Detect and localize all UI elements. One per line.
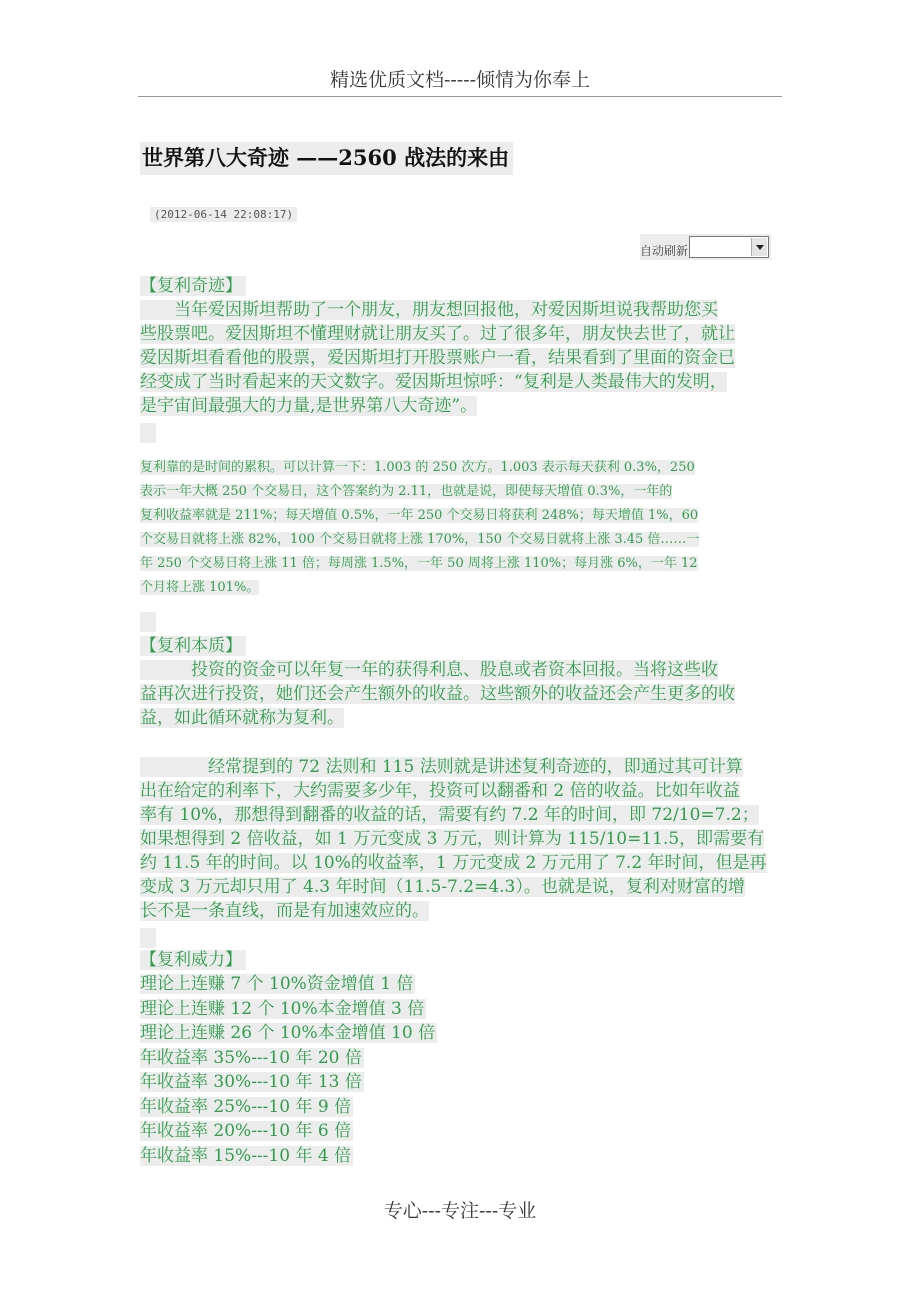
list-item: 理论上连赚 7 个 10%资金增值 1 倍 [140, 974, 414, 994]
text-line: 率有 10%，那想得到翻番的收益的话，需要有约 7.2 年的时间，即 72/10=7.2； [140, 805, 759, 825]
text-line: 个月将上涨 101%。 [140, 580, 260, 595]
section-heading: 【复利奇迹】 [140, 274, 785, 298]
text-line: 表示一年大概 250 个交易日，这个答案约为 2.11，也就是说，即使每天增值 0.3%，一年的 [140, 484, 673, 499]
paragraph [140, 755, 785, 923]
list-item: 年收益率 20%---10 年 6 倍 [140, 1121, 352, 1141]
text-line: 约 11.5 年的时间。以 10%的收益率，1 万元变成 2 万元用了 7.2 年时间，但是再 [140, 853, 767, 873]
empty-line-box [140, 928, 156, 948]
empty-line-box [140, 423, 156, 443]
section-heading: 【复利威力】 [140, 948, 785, 972]
list-item: 理论上连赚 26 个 10%本金增值 10 倍 [140, 1023, 436, 1043]
text-line: 复利靠的是时间的累积。可以计算一下：1.003 的 250 次方。1.003 表示每天获利 0.3%，250 [140, 460, 695, 475]
list-item: 理论上连赚 12 个 10%本金增值 3 倍 [140, 998, 425, 1019]
text-line: 如果想得到 2 倍收益，如 1 万元变成 3 万元，则计算为 115/10=11.5，即需要有 [140, 829, 765, 849]
auto-refresh-control [640, 234, 771, 260]
section-compound-power [140, 948, 785, 1168]
section-compound-essence [140, 634, 785, 730]
list-item: 年收益率 15%---10 年 4 倍 [140, 1145, 352, 1166]
chevron-down-icon[interactable] [751, 238, 767, 256]
text-line: 益再次进行投资，她们还会产生额外的收益。这些额外的收益还会产生更多的收 [140, 684, 735, 704]
section-heading: 【复利本质】 [140, 634, 785, 658]
text-line: 年 250 个交易日将上涨 11 倍；每周涨 1.5%，一年 50 周将上涨 110%；每月涨 6%，一年 12 [140, 556, 698, 571]
text-line: 经常提到的 72 法则和 115 法则就是讲述复利奇迹的，即通过其可计算 [140, 757, 743, 777]
paragraph [140, 658, 785, 730]
text-line: 出在给定的利率下，大约需要多少年，投资可以翻番和 2 倍的收益。比如年收益 [140, 781, 740, 801]
text-line: 复利收益率就是 211%；每天增值 0.5%，一年 250 个交易日将获利 248%；每天增值 1%，60 [140, 508, 699, 523]
article-title: 世界第八大奇迹 ——2560 战法的来由 [140, 142, 513, 175]
text-line: 益，如此循环就称为复利。 [140, 708, 344, 728]
section-time-accumulation [140, 456, 785, 600]
empty-line-box [140, 612, 156, 632]
text-line: 是宇宙间最强大的力量,是世界第八大奇迹”。 [140, 396, 478, 416]
list-item: 年收益率 35%---10 年 20 倍 [140, 1047, 362, 1068]
text-line: 当年爱因斯坦帮助了一个朋友，朋友想回报他，对爱因斯坦说我帮助您买 [140, 300, 718, 320]
paragraph [140, 298, 785, 418]
page-footer: 专心---专注---专业 [383, 1200, 537, 1222]
page-header: 精选优质文档-----倾情为你奉上 [138, 64, 782, 97]
list-item: 年收益率 30%---10 年 13 倍 [140, 1072, 362, 1092]
section-72-115-rule [140, 755, 785, 923]
paragraph [140, 456, 785, 600]
list-item: 年收益率 25%---10 年 9 倍 [140, 1096, 352, 1117]
section-compound-miracle [140, 274, 785, 418]
text-line: 些股票吧。爱因斯坦不懂理财就让朋友买了。过了很多年，朋友快去世了，就让 [140, 324, 735, 344]
text-line: 变成 3 万元却只用了 4.3 年时间（11.5-7.2=4.3）。也就是说，复利对财富的增 [140, 877, 745, 897]
text-line: 投资的资金可以年复一年的获得利息、股息或者资本回报。当将这些收 [140, 660, 718, 680]
text-line: 经变成了当时看起来的天文数字。爱因斯坦惊呼：“复利是人类最伟大的发明， [140, 372, 727, 392]
auto-refresh-label: 自动刷新 [640, 244, 689, 258]
text-line: 爱因斯坦看看他的股票，爱因斯坦打开股票账户一看，结果看到了里面的资金已 [140, 348, 735, 368]
article-date: (2012-06-14 22:08:17) [150, 207, 297, 222]
auto-refresh-select[interactable] [689, 236, 769, 258]
text-line: 长不是一条直线，而是有加速效应的。 [140, 901, 429, 921]
text-line: 个交易日就将上涨 82%，100 个交易日就将上涨 170%，150 个交易日就将上涨 3.45 倍……一 [140, 532, 700, 547]
